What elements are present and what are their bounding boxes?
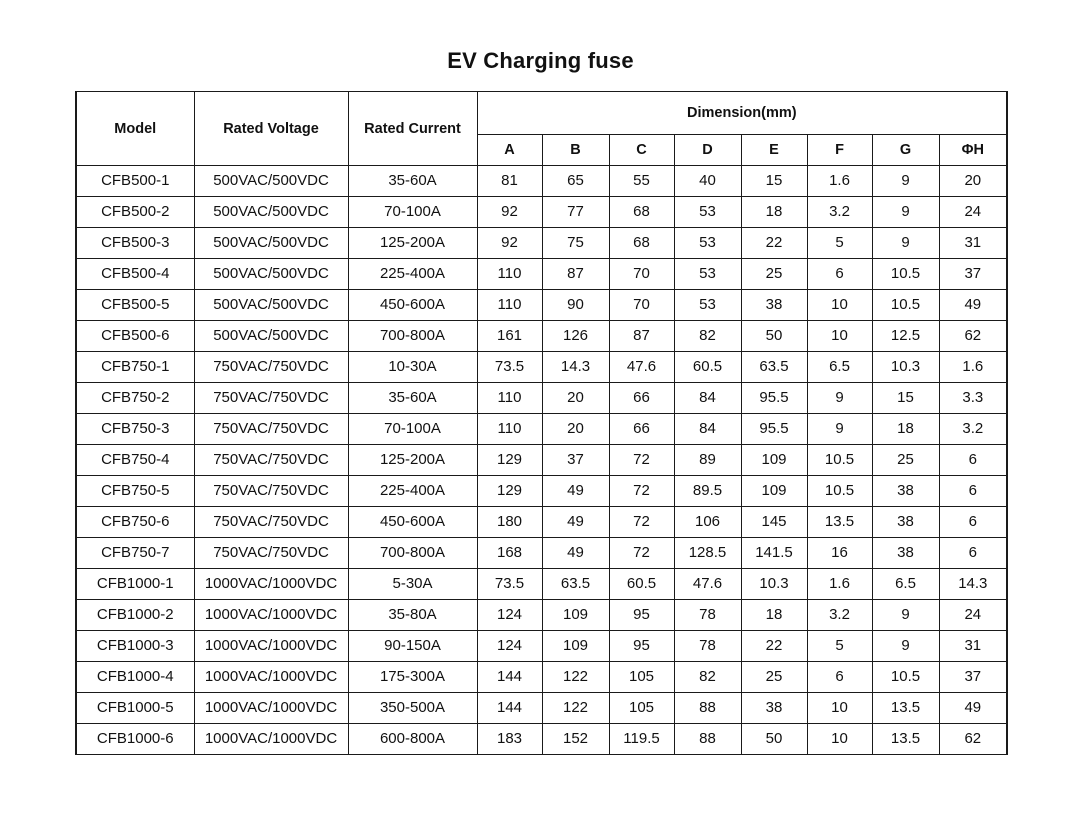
- cell-dim-b: 109: [542, 631, 609, 662]
- cell-dim-d: 82: [674, 662, 741, 693]
- cell-dim-e: 18: [741, 197, 807, 228]
- cell-dim-a: 180: [477, 507, 542, 538]
- cell-rated-voltage: 750VAC/750VDC: [194, 352, 348, 383]
- cell-dim-d: 53: [674, 259, 741, 290]
- cell-dim-f: 10.5: [807, 476, 872, 507]
- cell-dim-c: 70: [609, 290, 674, 321]
- cell-dim-f: 10: [807, 724, 872, 755]
- cell-dim-g: 9: [872, 600, 939, 631]
- cell-model: CFB1000-6: [76, 724, 194, 755]
- cell-rated-voltage: 1000VAC/1000VDC: [194, 724, 348, 755]
- cell-dim-d: 106: [674, 507, 741, 538]
- cell-dim-e: 22: [741, 228, 807, 259]
- header-dim-c: C: [609, 135, 674, 166]
- table-row: [76, 321, 1007, 352]
- cell-rated-voltage: 500VAC/500VDC: [194, 228, 348, 259]
- cell-dim-b: 109: [542, 600, 609, 631]
- cell-dim-h: 49: [939, 693, 1007, 724]
- cell-rated-current: 35-60A: [348, 166, 477, 197]
- cell-rated-voltage: 500VAC/500VDC: [194, 259, 348, 290]
- cell-dim-a: 144: [477, 662, 542, 693]
- cell-rated-voltage: 750VAC/750VDC: [194, 538, 348, 569]
- cell-dim-c: 72: [609, 538, 674, 569]
- cell-dim-b: 152: [542, 724, 609, 755]
- table-row: [76, 538, 1007, 569]
- cell-dim-g: 9: [872, 228, 939, 259]
- table-row: [76, 259, 1007, 290]
- cell-rated-current: 5-30A: [348, 569, 477, 600]
- cell-rated-voltage: 1000VAC/1000VDC: [194, 693, 348, 724]
- cell-model: CFB1000-2: [76, 600, 194, 631]
- table-row: [76, 228, 1007, 259]
- cell-model: CFB1000-5: [76, 693, 194, 724]
- cell-rated-voltage: 750VAC/750VDC: [194, 476, 348, 507]
- cell-rated-current: 90-150A: [348, 631, 477, 662]
- cell-dim-d: 84: [674, 414, 741, 445]
- cell-dim-c: 70: [609, 259, 674, 290]
- cell-dim-h: 6: [939, 476, 1007, 507]
- cell-dim-f: 10: [807, 321, 872, 352]
- cell-rated-current: 125-200A: [348, 445, 477, 476]
- cell-dim-h: 31: [939, 228, 1007, 259]
- cell-dim-g: 10.5: [872, 662, 939, 693]
- fuse-spec-table: [75, 91, 1008, 755]
- cell-dim-h: 6: [939, 507, 1007, 538]
- cell-rated-current: 225-400A: [348, 476, 477, 507]
- cell-model: CFB500-6: [76, 321, 194, 352]
- table-body: [76, 166, 1007, 755]
- cell-dim-d: 88: [674, 693, 741, 724]
- cell-model: CFB750-1: [76, 352, 194, 383]
- cell-dim-b: 37: [542, 445, 609, 476]
- header-rated-current: Rated Current: [348, 92, 477, 166]
- header-row-top: [76, 92, 1007, 135]
- cell-dim-e: 145: [741, 507, 807, 538]
- cell-dim-d: 53: [674, 228, 741, 259]
- cell-dim-d: 89.5: [674, 476, 741, 507]
- cell-dim-e: 22: [741, 631, 807, 662]
- cell-dim-d: 82: [674, 321, 741, 352]
- cell-dim-f: 10.5: [807, 445, 872, 476]
- cell-model: CFB1000-1: [76, 569, 194, 600]
- cell-dim-f: 10: [807, 290, 872, 321]
- cell-dim-a: 161: [477, 321, 542, 352]
- table-row: [76, 724, 1007, 755]
- cell-rated-current: 70-100A: [348, 414, 477, 445]
- cell-dim-f: 6: [807, 259, 872, 290]
- table-row: [76, 662, 1007, 693]
- cell-dim-d: 40: [674, 166, 741, 197]
- cell-dim-g: 9: [872, 166, 939, 197]
- cell-dim-a: 144: [477, 693, 542, 724]
- cell-dim-d: 78: [674, 600, 741, 631]
- cell-dim-d: 60.5: [674, 352, 741, 383]
- cell-dim-d: 78: [674, 631, 741, 662]
- cell-dim-e: 10.3: [741, 569, 807, 600]
- cell-rated-voltage: 1000VAC/1000VDC: [194, 662, 348, 693]
- cell-dim-a: 73.5: [477, 569, 542, 600]
- cell-rated-current: 10-30A: [348, 352, 477, 383]
- table-row: [76, 445, 1007, 476]
- cell-dim-f: 9: [807, 414, 872, 445]
- cell-dim-b: 77: [542, 197, 609, 228]
- table-row: [76, 600, 1007, 631]
- cell-dim-g: 13.5: [872, 693, 939, 724]
- cell-dim-f: 13.5: [807, 507, 872, 538]
- cell-dim-e: 141.5: [741, 538, 807, 569]
- cell-rated-voltage: 500VAC/500VDC: [194, 321, 348, 352]
- cell-dim-e: 95.5: [741, 414, 807, 445]
- cell-dim-c: 105: [609, 662, 674, 693]
- cell-dim-a: 168: [477, 538, 542, 569]
- cell-dim-g: 10.5: [872, 290, 939, 321]
- cell-dim-g: 10.5: [872, 259, 939, 290]
- cell-dim-g: 25: [872, 445, 939, 476]
- cell-dim-e: 25: [741, 662, 807, 693]
- cell-dim-e: 50: [741, 321, 807, 352]
- cell-dim-d: 89: [674, 445, 741, 476]
- cell-rated-current: 225-400A: [348, 259, 477, 290]
- cell-rated-current: 70-100A: [348, 197, 477, 228]
- cell-rated-voltage: 750VAC/750VDC: [194, 445, 348, 476]
- cell-dim-h: 14.3: [939, 569, 1007, 600]
- cell-dim-e: 109: [741, 476, 807, 507]
- cell-model: CFB750-7: [76, 538, 194, 569]
- cell-rated-voltage: 750VAC/750VDC: [194, 383, 348, 414]
- cell-dim-f: 6: [807, 662, 872, 693]
- cell-dim-f: 9: [807, 383, 872, 414]
- table-row: [76, 414, 1007, 445]
- cell-dim-d: 88: [674, 724, 741, 755]
- cell-dim-e: 18: [741, 600, 807, 631]
- cell-model: CFB1000-3: [76, 631, 194, 662]
- cell-dim-e: 50: [741, 724, 807, 755]
- cell-rated-current: 35-60A: [348, 383, 477, 414]
- table-row: [76, 166, 1007, 197]
- table-header: [76, 92, 1007, 166]
- cell-dim-a: 129: [477, 476, 542, 507]
- cell-dim-c: 87: [609, 321, 674, 352]
- cell-dim-b: 122: [542, 662, 609, 693]
- cell-dim-h: 31: [939, 631, 1007, 662]
- cell-dim-c: 55: [609, 166, 674, 197]
- cell-dim-b: 20: [542, 414, 609, 445]
- cell-dim-b: 14.3: [542, 352, 609, 383]
- cell-dim-g: 9: [872, 631, 939, 662]
- cell-dim-d: 84: [674, 383, 741, 414]
- cell-dim-a: 110: [477, 383, 542, 414]
- cell-dim-f: 1.6: [807, 166, 872, 197]
- cell-dim-e: 95.5: [741, 383, 807, 414]
- cell-dim-f: 3.2: [807, 600, 872, 631]
- cell-dim-h: 6: [939, 445, 1007, 476]
- cell-dim-b: 122: [542, 693, 609, 724]
- table-row: [76, 569, 1007, 600]
- cell-model: CFB750-5: [76, 476, 194, 507]
- cell-rated-current: 700-800A: [348, 538, 477, 569]
- cell-dim-b: 87: [542, 259, 609, 290]
- cell-dim-c: 66: [609, 383, 674, 414]
- cell-dim-c: 119.5: [609, 724, 674, 755]
- cell-dim-f: 10: [807, 693, 872, 724]
- cell-rated-voltage: 1000VAC/1000VDC: [194, 600, 348, 631]
- cell-rated-current: 350-500A: [348, 693, 477, 724]
- cell-dim-c: 72: [609, 476, 674, 507]
- cell-dim-c: 60.5: [609, 569, 674, 600]
- cell-rated-voltage: 500VAC/500VDC: [194, 197, 348, 228]
- cell-dim-c: 66: [609, 414, 674, 445]
- cell-dim-b: 49: [542, 538, 609, 569]
- cell-dim-c: 68: [609, 228, 674, 259]
- cell-rated-voltage: 1000VAC/1000VDC: [194, 631, 348, 662]
- cell-dim-a: 110: [477, 414, 542, 445]
- cell-dim-a: 92: [477, 228, 542, 259]
- cell-dim-g: 12.5: [872, 321, 939, 352]
- cell-dim-e: 38: [741, 693, 807, 724]
- header-dim-e: E: [741, 135, 807, 166]
- cell-dim-c: 95: [609, 600, 674, 631]
- header-dimension: Dimension(mm): [477, 92, 1007, 135]
- cell-dim-h: 24: [939, 197, 1007, 228]
- cell-dim-a: 73.5: [477, 352, 542, 383]
- cell-dim-a: 110: [477, 290, 542, 321]
- cell-model: CFB500-1: [76, 166, 194, 197]
- cell-dim-a: 183: [477, 724, 542, 755]
- cell-dim-a: 81: [477, 166, 542, 197]
- cell-dim-g: 38: [872, 507, 939, 538]
- cell-dim-h: 3.2: [939, 414, 1007, 445]
- cell-dim-h: 3.3: [939, 383, 1007, 414]
- cell-model: CFB750-4: [76, 445, 194, 476]
- cell-rated-current: 125-200A: [348, 228, 477, 259]
- cell-rated-voltage: 500VAC/500VDC: [194, 166, 348, 197]
- cell-dim-e: 38: [741, 290, 807, 321]
- cell-dim-a: 92: [477, 197, 542, 228]
- cell-dim-a: 124: [477, 631, 542, 662]
- cell-dim-b: 63.5: [542, 569, 609, 600]
- table-row: [76, 693, 1007, 724]
- cell-dim-g: 13.5: [872, 724, 939, 755]
- cell-rated-voltage: 750VAC/750VDC: [194, 414, 348, 445]
- table-row: [76, 507, 1007, 538]
- cell-dim-c: 72: [609, 445, 674, 476]
- table-row: [76, 383, 1007, 414]
- cell-model: CFB500-2: [76, 197, 194, 228]
- cell-rated-current: 35-80A: [348, 600, 477, 631]
- cell-dim-a: 124: [477, 600, 542, 631]
- cell-model: CFB750-2: [76, 383, 194, 414]
- cell-dim-g: 6.5: [872, 569, 939, 600]
- cell-dim-f: 6.5: [807, 352, 872, 383]
- cell-model: CFB500-4: [76, 259, 194, 290]
- cell-dim-g: 9: [872, 197, 939, 228]
- cell-dim-b: 20: [542, 383, 609, 414]
- cell-dim-g: 10.3: [872, 352, 939, 383]
- cell-dim-e: 15: [741, 166, 807, 197]
- cell-dim-h: 49: [939, 290, 1007, 321]
- cell-dim-b: 75: [542, 228, 609, 259]
- cell-dim-d: 47.6: [674, 569, 741, 600]
- cell-rated-voltage: 750VAC/750VDC: [194, 507, 348, 538]
- cell-dim-a: 129: [477, 445, 542, 476]
- header-rated-voltage: Rated Voltage: [194, 92, 348, 166]
- cell-dim-h: 62: [939, 724, 1007, 755]
- cell-model: CFB500-5: [76, 290, 194, 321]
- header-dim-h: ΦH: [939, 135, 1007, 166]
- cell-dim-f: 1.6: [807, 569, 872, 600]
- cell-model: CFB1000-4: [76, 662, 194, 693]
- cell-dim-c: 47.6: [609, 352, 674, 383]
- header-dim-a: A: [477, 135, 542, 166]
- cell-dim-g: 18: [872, 414, 939, 445]
- cell-dim-c: 95: [609, 631, 674, 662]
- cell-dim-b: 49: [542, 507, 609, 538]
- cell-dim-e: 109: [741, 445, 807, 476]
- table-row: [76, 631, 1007, 662]
- cell-model: CFB750-3: [76, 414, 194, 445]
- cell-dim-h: 62: [939, 321, 1007, 352]
- cell-dim-g: 38: [872, 476, 939, 507]
- cell-rated-current: 175-300A: [348, 662, 477, 693]
- cell-rated-voltage: 1000VAC/1000VDC: [194, 569, 348, 600]
- cell-dim-b: 126: [542, 321, 609, 352]
- header-dim-b: B: [542, 135, 609, 166]
- cell-rated-voltage: 500VAC/500VDC: [194, 290, 348, 321]
- cell-dim-h: 24: [939, 600, 1007, 631]
- cell-dim-h: 37: [939, 259, 1007, 290]
- cell-dim-d: 53: [674, 290, 741, 321]
- cell-dim-f: 5: [807, 631, 872, 662]
- cell-dim-f: 3.2: [807, 197, 872, 228]
- table-row: [76, 476, 1007, 507]
- page-title: EV Charging fuse: [447, 48, 634, 73]
- cell-dim-h: 20: [939, 166, 1007, 197]
- table-row: [76, 352, 1007, 383]
- cell-dim-h: 37: [939, 662, 1007, 693]
- header-dim-f: F: [807, 135, 872, 166]
- cell-rated-current: 450-600A: [348, 507, 477, 538]
- cell-rated-current: 700-800A: [348, 321, 477, 352]
- cell-dim-g: 38: [872, 538, 939, 569]
- cell-model: CFB750-6: [76, 507, 194, 538]
- cell-dim-b: 49: [542, 476, 609, 507]
- cell-dim-a: 110: [477, 259, 542, 290]
- header-model: Model: [76, 92, 194, 166]
- cell-dim-f: 5: [807, 228, 872, 259]
- cell-dim-c: 105: [609, 693, 674, 724]
- table-row: [76, 197, 1007, 228]
- cell-model: CFB500-3: [76, 228, 194, 259]
- cell-dim-d: 128.5: [674, 538, 741, 569]
- cell-rated-current: 600-800A: [348, 724, 477, 755]
- cell-dim-c: 68: [609, 197, 674, 228]
- header-dim-d: D: [674, 135, 741, 166]
- cell-dim-c: 72: [609, 507, 674, 538]
- cell-dim-f: 16: [807, 538, 872, 569]
- cell-dim-e: 25: [741, 259, 807, 290]
- cell-dim-b: 90: [542, 290, 609, 321]
- header-dim-g: G: [872, 135, 939, 166]
- cell-dim-h: 6: [939, 538, 1007, 569]
- cell-dim-h: 1.6: [939, 352, 1007, 383]
- table-row: [76, 290, 1007, 321]
- cell-dim-g: 15: [872, 383, 939, 414]
- cell-dim-b: 65: [542, 166, 609, 197]
- cell-rated-current: 450-600A: [348, 290, 477, 321]
- cell-dim-d: 53: [674, 197, 741, 228]
- cell-dim-e: 63.5: [741, 352, 807, 383]
